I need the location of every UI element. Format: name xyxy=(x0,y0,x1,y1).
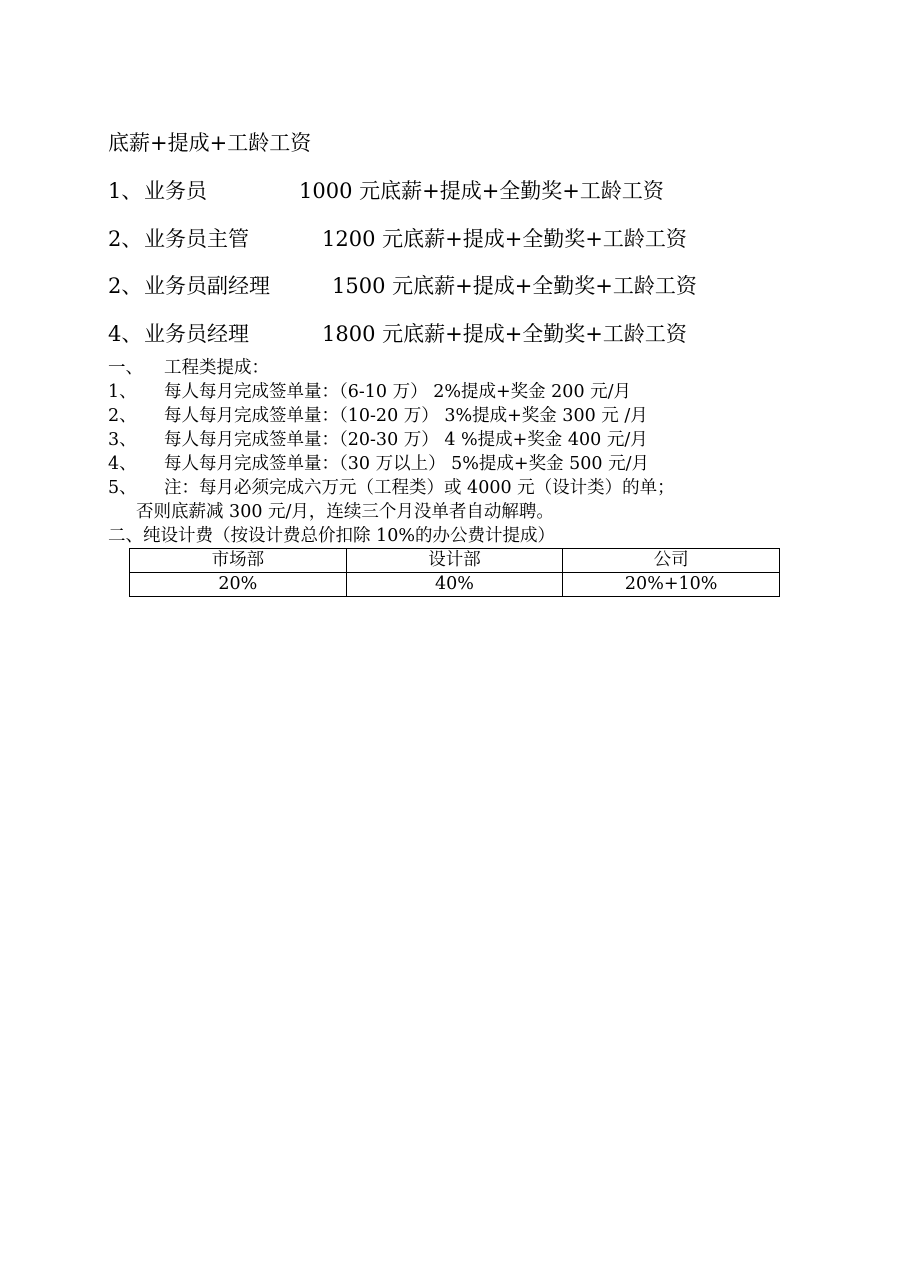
item-number: 5、 xyxy=(108,478,137,498)
item-number: 4、 xyxy=(108,454,137,474)
table-cell: 40% xyxy=(346,573,563,597)
table-header-cell: 市场部 xyxy=(130,549,347,573)
item-text: 每人每月完成签单量：（6-10 万） 2%提成+奖金 200 元/月 xyxy=(164,382,632,402)
section-number: 一、 xyxy=(108,358,143,378)
item-text: 注：每月必须完成六万元（工程类）或 4000 元（设计类）的单； xyxy=(164,478,675,498)
design-heading: 二、纯设计费（按设计费总价扣除 10%的办公费计提成） xyxy=(108,526,555,546)
item-number: 1、 xyxy=(108,382,137,402)
position-formula: 1200 元底薪+提成+全勤奖+工龄工资 xyxy=(322,227,687,251)
position-formula: 1800 元底薪+提成+全勤奖+工龄工资 xyxy=(322,322,687,346)
position-formula: 1500 元底薪+提成+全勤奖+工龄工资 xyxy=(332,274,697,298)
table-row xyxy=(130,573,780,597)
item-text: 每人每月完成签单量：（20-30 万） 4 %提成+奖金 400 元/月 xyxy=(164,430,648,450)
position-number: 2、 xyxy=(108,274,143,298)
item-text: 每人每月完成签单量：（30 万以上） 5%提成+奖金 500 元/月 xyxy=(164,454,649,474)
item-number: 3、 xyxy=(108,430,137,450)
table-header-row xyxy=(130,549,780,573)
table-header-cell: 公司 xyxy=(563,549,780,573)
position-number: 2、 xyxy=(108,227,143,251)
position-title: 业务员主管 xyxy=(144,227,249,251)
table-header-cell: 设计部 xyxy=(346,549,563,573)
position-formula: 1000 元底薪+提成+全勤奖+工龄工资 xyxy=(299,179,664,203)
item-number: 2、 xyxy=(108,406,137,426)
position-title: 业务员副经理 xyxy=(144,274,270,298)
item-text: 每人每月完成签单量：（10-20 万） 3%提成+奖金 300 元 /月 xyxy=(164,406,648,426)
position-number: 4、 xyxy=(108,322,143,346)
section-title: 工程类提成： xyxy=(164,358,269,378)
position-title: 业务员 xyxy=(144,179,207,203)
salary-heading: 底薪+提成+工龄工资 xyxy=(108,131,312,155)
position-number: 1、 xyxy=(108,179,143,203)
table-cell: 20%+10% xyxy=(563,573,780,597)
position-title: 业务员经理 xyxy=(144,322,249,346)
table-cell: 20% xyxy=(130,573,347,597)
commission-table xyxy=(129,548,780,597)
note-continuation: 否则底薪减 300 元/月，连续三个月没单者自动解聘。 xyxy=(136,502,554,522)
